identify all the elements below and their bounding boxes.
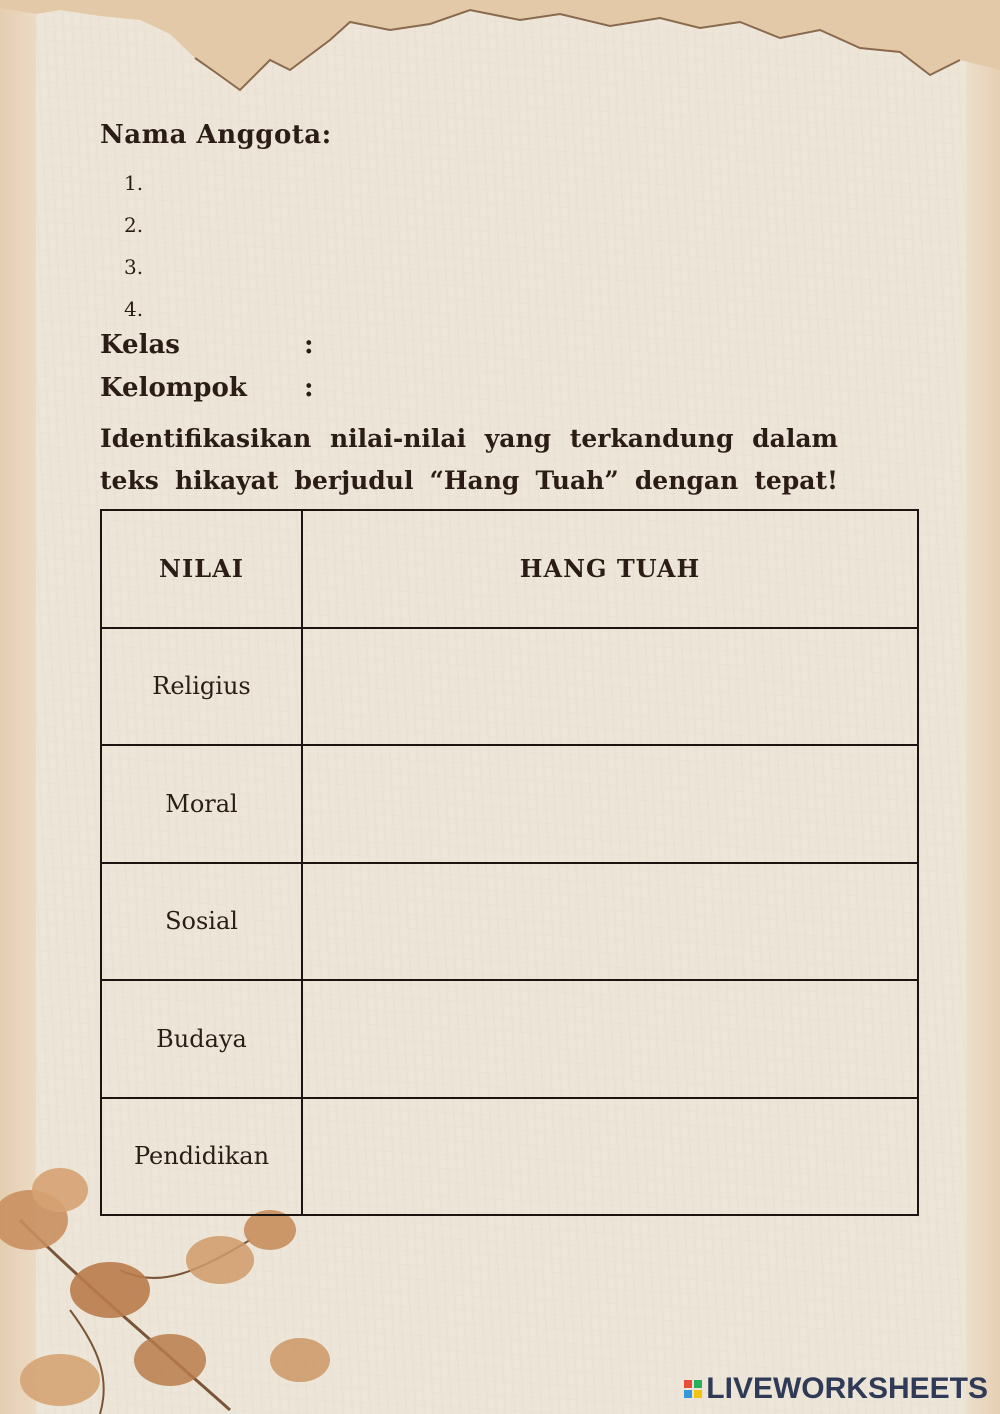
member-number-3: 3. [124,255,144,279]
table-row [101,745,918,863]
row-label-pendidikan: Pendidikan [101,1098,302,1216]
member-number-1: 1. [124,171,144,195]
members-title: Nama Anggota: [100,120,332,150]
answer-cell-budaya[interactable] [302,980,918,1098]
logo-square [694,1380,702,1388]
table-row [101,980,918,1098]
answer-cell-religius[interactable] [302,628,918,746]
liveworksheets-logo-icon [684,1380,702,1398]
table-row [101,1098,918,1216]
class-colon: : [304,330,314,360]
values-table [100,509,919,1216]
member-number-2: 2. [124,213,144,237]
background-right [964,0,1000,1414]
torn-paper-edge [0,0,1000,110]
class-label: Kelas [100,330,180,360]
instruction-text: Identifikasikan nilai-nilai yang terkandung dalam teks hikayat berjudul “Hang Tuah” dengan tepat! [100,424,838,495]
group-field [100,373,314,403]
row-label-religius: Religius [101,628,302,746]
answer-cell-sosial[interactable] [302,863,918,981]
answer-cell-moral[interactable] [302,745,918,863]
logo-square [694,1390,702,1398]
answer-cell-pendidikan[interactable] [302,1098,918,1216]
header-nilai: NILAI [101,510,302,628]
members-list [124,168,143,336]
logo-square [684,1390,692,1398]
table-header-row [101,510,918,628]
table-row [101,628,918,746]
header-hang-tuah: HANG TUAH [302,510,918,628]
watermark-text: LIVEWORKSHEETS [706,1372,988,1405]
liveworksheets-watermark [684,1372,988,1406]
group-label: Kelompok [100,373,247,403]
row-label-sosial: Sosial [101,863,302,981]
group-colon: : [304,373,314,403]
table-row [101,863,918,981]
row-label-moral: Moral [101,745,302,863]
row-label-budaya: Budaya [101,980,302,1098]
member-number-4: 4. [124,297,144,321]
logo-square [684,1380,692,1388]
class-field [100,330,314,360]
